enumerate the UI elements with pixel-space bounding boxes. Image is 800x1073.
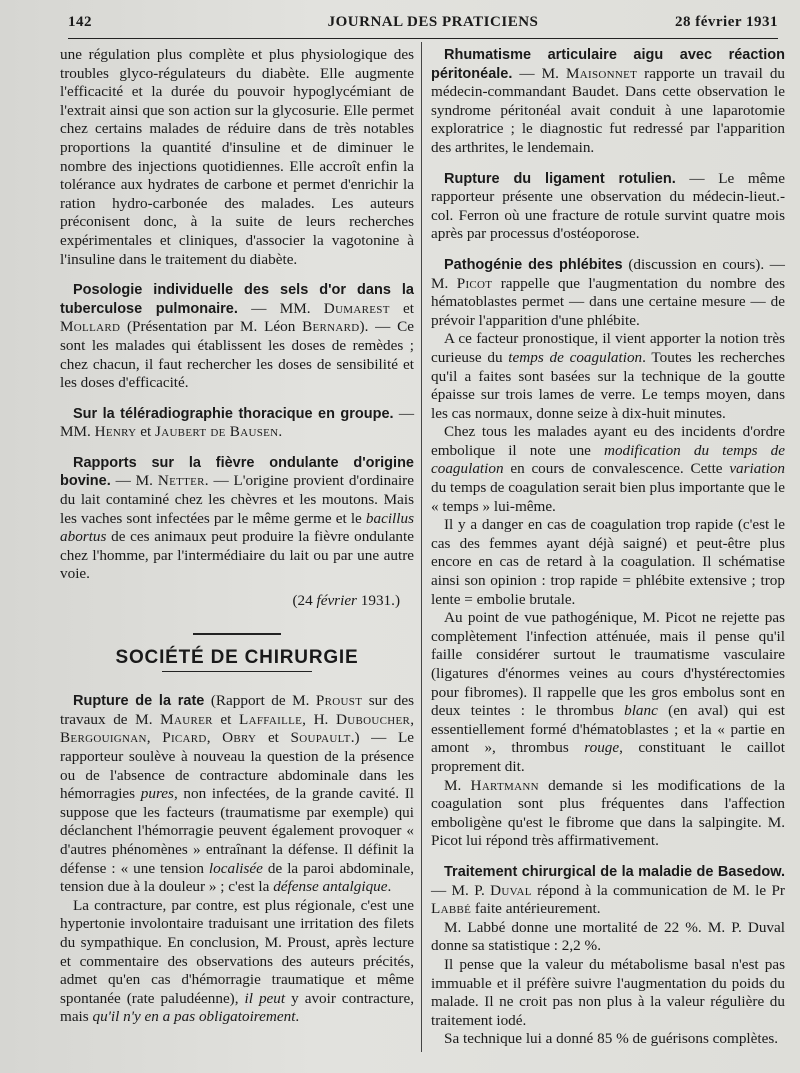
- author-name: Netter: [157, 472, 205, 490]
- article-title: Rupture du ligament rotulien.: [444, 170, 676, 187]
- page-header: [68, 14, 778, 36]
- author-name: Dumarest: [323, 299, 390, 317]
- column-divider: [421, 42, 422, 1052]
- intro-paragraph: une régulation plus complète et plus physiologique des troubles glyco-régulateurs du diabète. Elle augmente l'efficacité et la durée du pouvoir hypoglycémiant de l'extrait ainsi que son action sur la glycosurie. Elle permet chez certains malades de réduire dans de très notables proportions la quantité d'insuline et de diminuer le nombre des injections quotidiennes. Elle accroît enfin la tolérance aux hydrates de carbone et permet d'enrichir la ration hydro-carbonée des malades. Les auteurs préconisent donc, à la suite de leurs recherches expérimentales et cliniques, d'associer la vagotonine à l'insuline dans le traitement du diabète.: [60, 46, 414, 268]
- article-rhumatisme: Rhumatisme articulaire aigu avec réaction péritonéale. — M. Maisonnet rapporte un travail du médecin-commandant Baudet. Dans cette observation le syndrome péritonéal avait conduit à une laparotomie exploratrice ; le diagnostic fut redressé par l'apparition des arthrites, le lendemain.: [431, 47, 786, 156]
- author-name: Maisonnet: [565, 64, 638, 82]
- article-rupture-rate: Rupture de la rate (Rapport de M. Proust sur des travaux de M. Maurer et Laffaille, H. Duboucher, Bergouignan, Picard, Obry et Soupault.) — Le rapporteur soulève à nouveau la question de la présence ou de l'absence de contracture abdominale dans les hémorragies pures, non infectées, de la grande cavité. Il suppose que les facteurs (traumatisme par exemple) qui déclanchent l'hémorragie peuvent également provoquer « d'autres phénomènes » entraînant la défense. Il définit la défense : « une tension localisée de la paroi abdominale, tension due à la douleur » ; c'est la défense antalgique.: [60, 692, 415, 896]
- author-name: Labbé: [431, 900, 472, 918]
- left-column: [60, 46, 414, 1027]
- article-title: Rapports sur la fièvre ondulante d'origine bovine.: [60, 454, 414, 490]
- right-column: [431, 46, 785, 1049]
- issue-date: 28 février 1931: [674, 14, 778, 30]
- article-phlebites: Pathogénie des phlébites (discussion en cours). — M. Picot rappelle que l'augmentation du nombre des hématoblastes permet — dans une certaine mesure — de prévoir l'apparition d'une phlébite.: [431, 255, 785, 329]
- article-title: Sur la téléradiographie thoracique en groupe.: [73, 405, 394, 422]
- paragraph-metabolisme: Il pense que la valeur du métabolisme basal n'est pas immuable et il préfère suivre l'augmentation du poids du malade. Il ne croit pas non plus à la valeur régulière du traitement iodé.: [431, 955, 785, 1029]
- author-name: Bernard: [302, 318, 360, 336]
- article-title: Traitement chirurgical de la maladie de Basedow.: [444, 863, 785, 880]
- article-rupture-ligament: Rupture du ligament rotulien. — Le même rapporteur présente une observation du médecin-lieut.-col. Ferron où une fracture de rotule survint quatre mois après par processus d'ostéoporose.: [431, 169, 785, 243]
- header-rule: [68, 38, 778, 39]
- article-title: Rhumatisme articulaire aigu avec réaction péritonéale.: [431, 47, 785, 82]
- article-basedow: Traitement chirurgical de la maladie de Basedow. — M. P. Duval répond à la communication de M. le Pr Labbé faite antérieurement.: [431, 863, 785, 918]
- paragraph-mortalite: M. Labbé donne une mortalité de 22 %. M. P. Duval donne sa statistique : 2,2 %.: [431, 918, 785, 955]
- journal-title: JOURNAL DES PRATICIENS: [327, 14, 539, 30]
- paragraph-pathogenique: Au point de vue pathogénique, M. Picot ne rejette pas complètement l'infection atténuée, mais il pense qu'il faille considérer surtout le traumatisme vasculaire (ligatures d'énormes veines au cours d'hystérectomies pour fibromes). Il rappelle que les gros embolus sont en deux teintes : le thrombus blanc (en aval) qui est essentiellement formé d'hématoblastes ; et la « partie en amont », thrombus rouge, constituant le caillot proprement dit.: [431, 609, 785, 775]
- author-name: Hartmann: [470, 776, 539, 794]
- paragraph-contracture: La contracture, par contre, est plus régionale, c'est une hypertonie involontaire traduisant une irritation des filets du sympathique. En conclusion, M. Proust, après lecture et commentaire des observations des auteurs précités, admet qu'en cas d'hémorragie traumatique et même spontanée (rate paludéenne), il peut y avoir contracture, mais qu'il n'y en a pas obligatoirement.: [60, 896, 414, 1026]
- author-name: Picot: [456, 274, 493, 292]
- paragraph-coagulation: A ce facteur pronostique, il vient apporter la notion très curieuse du temps de coagulation. Toutes les recherches qu'il a faites sont basées sur la technique de la goutte épaisse sur trois lames de verre. Le temps moyen, dans les cas normaux, donne seize à dix-huit minutes.: [431, 330, 785, 422]
- paragraph-danger: Il y a danger en cas de coagulation trop rapide (c'est le cas des femmes ayant déjà saigné) et peut-être plus encore en cas de retard à la coagulation. Il schématise ainsi son opinion : trop rapide = phlébite extensive ; trop lente = embolie brutale.: [431, 516, 785, 608]
- article-posologie: Posologie individuelle des sels d'or dans la tuberculose pulmonaire. — MM. Dumarest et Mollard (Présentation par M. Léon Bernard). — Ce sont les malades qui établissent les doses de remèdes ; chez chacun, il faut rechercher les doses de sensibilité et les doses d'efficacité.: [60, 282, 414, 392]
- page-number: 142: [68, 14, 92, 30]
- section-title-rule: [162, 671, 312, 672]
- article-title: Pathogénie des phlébites: [444, 256, 623, 273]
- article-title: Posologie individuelle des sels d'or dans la tuberculose pulmonaire.: [60, 282, 414, 317]
- author-name: Mollard: [60, 318, 121, 336]
- dateline: (24 février 1931.): [292, 592, 400, 610]
- article-title: Rupture de la rate: [73, 693, 205, 710]
- section-title: SOCIÉTÉ DE CHIRURGIE: [115, 646, 359, 668]
- paragraph-embolique: Chez tous les malades ayant eu des incidents d'ordre embolique il note une modification du temps de coagulation en cours de convalescence. Cette variation du temps de coagulation serait bien plus importante que le « temps » lui-même.: [431, 423, 786, 515]
- author-name: Duval: [490, 881, 532, 899]
- author-name: Jaubert de Bausen: [154, 423, 279, 441]
- article-fievre-ondulante: Rapports sur la fièvre ondulante d'origine bovine. — M. Netter. — L'origine provient d'ordinaire du lait contaminé chez les chèvres et les moutons. Mais les vaches sont infectées par le même germe et le bacillus abortus de ces animaux peut produire la fièvre ondulante chez l'homme, par l'intermédiaire du lait ou par une autre voie.: [60, 454, 414, 583]
- paragraph-technique: Sa technique lui a donné 85 % de guérisons complètes.: [444, 1030, 779, 1048]
- article-teleradiographie: Sur la téléradiographie thoracique en groupe. — MM. Henry et Jaubert de Bausen.: [60, 404, 415, 441]
- paragraph-hartmann: M. Hartmann demande si les modifications de la coagulation sont plus fréquentes dans l'affection emboligène qu'est le fibrome que dans la salpingite. M. Picot lui répond très affirmativement.: [431, 776, 785, 850]
- author-name: Henry: [94, 423, 137, 441]
- section-separator: [193, 633, 281, 635]
